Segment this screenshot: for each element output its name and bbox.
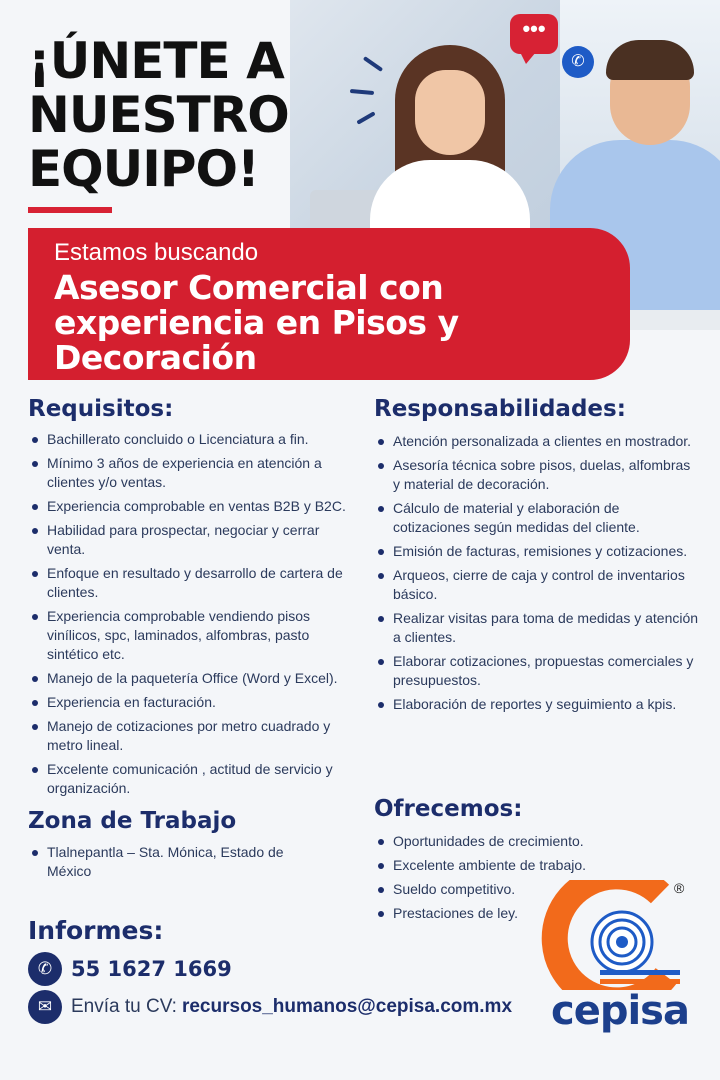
zona-heading: Zona de Trabajo [28, 808, 237, 834]
job-title-line: Asesor Comercial con [54, 268, 444, 307]
list-item: Atención personalizada a clientes en mostrador. [374, 432, 699, 451]
zona-list [28, 843, 323, 886]
hero-title-line: ¡ÚNETE A [28, 32, 284, 90]
responsabilidades-list [374, 432, 699, 719]
banner-kicker: Estamos buscando [54, 239, 259, 266]
hero-title-line: EQUIPO! [28, 140, 259, 198]
phone-contact [28, 952, 232, 986]
list-item: Excelente comunicación , actitud de servicio y organización. [28, 760, 353, 798]
list-item: Cálculo de material y elaboración de cotizaciones según medidas del cliente. [374, 499, 699, 537]
job-banner [28, 228, 630, 380]
hero-title [28, 34, 328, 196]
title-underline [28, 207, 112, 213]
list-item: Realizar visitas para toma de medidas y atención a clientes. [374, 609, 699, 647]
envelope-icon: ✉ [28, 990, 62, 1024]
ofrecemos-heading: Ofrecemos: [374, 796, 523, 822]
list-item: Prestaciones de ley. [374, 904, 674, 923]
cepisa-logo-mark [540, 880, 700, 990]
agent-man-hair [606, 40, 694, 80]
requisitos-heading: Requisitos: [28, 396, 174, 422]
registered-mark: ® [674, 880, 685, 896]
logo-wordmark: cepisa [551, 988, 689, 1034]
phone-icon: ✆ [28, 952, 62, 986]
list-item: Enfoque en resultado y desarrollo de cartera de clientes. [28, 564, 353, 602]
chat-bubble-icon: ••• [510, 14, 558, 54]
list-item: Bachillerato concluido o Licenciatura a fin. [28, 430, 353, 449]
list-item: Experiencia en facturación. [28, 693, 353, 712]
list-item: Mínimo 3 años de experiencia en atención a clientes y/o ventas. [28, 454, 353, 492]
list-item: Elaboración de reportes y seguimiento a kpis. [374, 695, 699, 714]
list-item: Habilidad para prospectar, negociar y cerrar venta. [28, 521, 353, 559]
job-title [54, 270, 630, 375]
informes-heading: Informes: [28, 916, 164, 945]
list-item: Excelente ambiente de trabajo. [374, 856, 674, 875]
hero-title-line: NUESTRO [28, 86, 289, 144]
list-item: Experiencia comprobable vendiendo pisos vinílicos, spc, laminados, alfombras, pasto sintético etc. [28, 607, 353, 664]
list-item: Tlalnepantla – Sta. Mónica, Estado de México [28, 843, 323, 881]
list-item: Arqueos, cierre de caja y control de inventarios básico. [374, 566, 699, 604]
responsabilidades-heading: Responsabilidades: [374, 396, 626, 422]
list-item: Emisión de facturas, remisiones y cotizaciones. [374, 542, 699, 561]
list-item: Asesoría técnica sobre pisos, duelas, alfombras y material de decoración. [374, 456, 699, 494]
email-address[interactable]: recursos_humanos@cepisa.com.mx [181, 996, 513, 1017]
list-item: Elaborar cotizaciones, propuestas comerciales y presupuestos. [374, 652, 699, 690]
list-item: Oportunidades de crecimiento. [374, 832, 674, 851]
phone-icon: ✆ [562, 46, 594, 78]
job-title-line: Decoración [54, 338, 257, 377]
list-item: Manejo de cotizaciones por metro cuadrado y metro lineal. [28, 717, 353, 755]
job-title-line: experiencia en Pisos y [54, 303, 459, 342]
phone-number[interactable]: 55 1627 1669 [71, 957, 232, 981]
list-item: Manejo de la paquetería Office (Word y Excel). [28, 669, 353, 688]
email-label: Envía tu CV: [71, 996, 177, 1017]
email-contact [28, 990, 512, 1024]
cepisa-logo [540, 880, 700, 1050]
agent-woman-face [415, 70, 485, 155]
list-item: Experiencia comprobable en ventas B2B y B2C. [28, 497, 353, 516]
list-item: Sueldo competitivo. [374, 880, 674, 899]
requisitos-list [28, 430, 353, 803]
